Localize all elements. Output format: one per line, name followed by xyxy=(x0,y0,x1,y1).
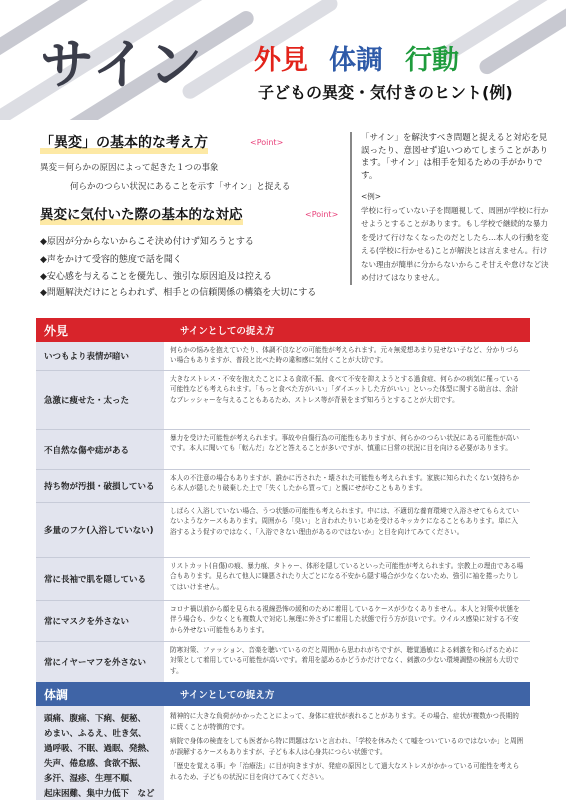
table-row xyxy=(36,558,530,601)
row-text: 暴力を受けた可能性が考えられます。事故や自傷行為の可能性もありますが、何らかのつらい状況にある可能性が高いです。本人に聞いても「転んだ」などと答えることが多いですが、慎重に日常の状況に目を向ける必要があります。 xyxy=(164,430,530,469)
row-text: 何らかの悩みを抱えていたり、体調不良などの可能性が考えられます。元々無愛想あまり見せない子など、分かりづらい場合もありますが、普段と比べた時の違和感に気付くことが大切です。 xyxy=(164,342,530,370)
basics-point-badge: <Point> xyxy=(250,138,284,147)
side-note xyxy=(350,132,551,285)
basics-heading: 「異変」の基本的な考え方 xyxy=(40,132,208,152)
basics-line-1: 異変＝何らかの原因によって起きた１つの事象 xyxy=(40,163,219,173)
row-label: 不自然な傷や痣がある xyxy=(36,430,164,469)
header-interpretation: サインとしての捉え方 xyxy=(180,690,275,701)
keyword-appearance: 外見 xyxy=(254,45,308,76)
row-label: 持ち物が汚損・破損している xyxy=(36,470,164,502)
condition-paragraph: 「歴史を覚える事」や「治療法」に目が向きますが、発症の原因として過大なストレスがかかっている可能性を考えられるため、子どもの状況に目を向けてみてください。 xyxy=(170,762,520,781)
response-bullet: ◆原因が分からないからこそ決め付けず知ろうとする xyxy=(40,237,254,247)
row-label: 常にイヤーマフを外さない xyxy=(36,642,164,682)
symptom-line: めまい、ふるえ、吐き気、 xyxy=(44,729,147,739)
table-row xyxy=(36,642,530,683)
symptom-list xyxy=(36,706,164,800)
response-bullet: ◆安心感を与えることを優先し、強引な原因追及は控える xyxy=(40,272,272,282)
row-text: 防寒対策、ファッション、音楽を聴いているのだと周囲から思われがちですが、聴覚過敏による刺激を和らげるために対策として着用している可能性が高いです。着用を認めるかどうかだけでなく、刺激の少ない環境調整の検討も大切です。 xyxy=(164,642,530,682)
example-text: 学校に行っていない子を問題視して、周囲が学校に行かせようとすることがあります。もし学校で継続的な暴力を受けて行けなくなったのだとしたら…本人の行動を変える(学校に行かせる)ことが解決とは言えません。行けない理由が簡単に分からないからこそ甘えや怠けなど決め付けてはなりません。 xyxy=(361,205,549,282)
table-row xyxy=(36,371,530,430)
condition-paragraph: 精神的に大きな負荷がかかったことによって、身体に症状が表れることがあります。その場合、症状が複数かつ長期的に続くことが特徴的です。 xyxy=(170,712,519,731)
table-row xyxy=(36,342,530,371)
page-title: サイン xyxy=(40,33,205,96)
row-label: 多量のフケ(入浴していない) xyxy=(36,503,164,557)
table-row xyxy=(36,430,530,470)
row-label: いつもより表情が暗い xyxy=(36,342,164,370)
table-header xyxy=(36,682,530,706)
condition-paragraph: 病院で身体の検査をしても医者から特に問題はないと言われ、「学校を休みたくて嘘をついているのではないか」と周囲が誤解するケースもありますが、子ども本人は心身共につらい状態です。 xyxy=(170,737,524,756)
condition-table xyxy=(36,682,530,800)
side-note-text: 「サイン」を解決すべき問題と捉えると対応を見誤ったり、意図せず追いつめてしまうことがあります。「サイン」は相手を知るための手がかりです。 xyxy=(361,133,549,181)
example-label: <例> xyxy=(361,192,382,201)
symptom-line: 頭痛、腹痛、下痢、便秘、 xyxy=(44,714,147,724)
row-text: コロナ禍以前から顔を見られる視線恐怖の緩和のために着用しているケースが少なくありません。本人と対策や状態を伴う場合も、少なくとも複数人で対応し無理に外さずに着用した状態で行う方が良いです。ウイルス感染に対する不安から外せない可能性もあります。 xyxy=(164,601,530,641)
response-bullet: ◆声をかけて受容的態度で話を聞く xyxy=(40,255,182,265)
table-row xyxy=(36,706,530,800)
table-row xyxy=(36,470,530,503)
symptom-line: 起床困難、集中力低下 など xyxy=(44,789,155,799)
basics-line-2: 何らかのつらい状況にあることを示す「サイン」と捉える xyxy=(70,182,291,192)
header-category: 外見 xyxy=(44,323,69,338)
keyword-behavior: 行動 xyxy=(405,45,459,76)
header-interpretation: サインとしての捉え方 xyxy=(180,326,275,337)
condition-text xyxy=(164,706,530,800)
response-heading: 異変に気付いた際の基本的な対応 xyxy=(40,207,243,223)
row-label: 常にマスクを外さない xyxy=(36,601,164,641)
response-bullet: ◆問題解決だけにとらわれず、相手との信頼関係の構築を大切にする xyxy=(40,288,317,298)
row-text: しばらく入浴していない場合、うつ状態の可能性も考えられます。中には、不適切な養育環境で入浴させてもらえていないようなケースもあります。周囲から「臭い」と言われたりいじめを受けるキッカケになることもあります。単に入浴するよう促すのではなく、「入浴できない理由があるのではないか」と目を向けてみてください。 xyxy=(164,503,530,557)
symptom-line: 多汗、湿疹、生理不順、 xyxy=(44,774,138,784)
table-row xyxy=(36,601,530,642)
keyword-condition: 体調 xyxy=(329,45,383,76)
row-text: リストカット(自傷)の痕、暴力痕、タトゥー、体形を隠しているといった可能性が考えられます。宗教上の理由である場合もあります。見られて他人に嫌悪されたり大ごとになる不安から隠す場合が少なくないため、強引に袖を捲ったりしてはいけません。 xyxy=(164,558,530,600)
row-label: 急激に痩せた・太った xyxy=(36,371,164,429)
row-label: 常に長袖で肌を隠している xyxy=(36,558,164,600)
symptom-line: 失声、倦怠感、食欲不振、 xyxy=(44,759,147,769)
table-row xyxy=(36,503,530,558)
symptom-line: 過呼吸、不眠、過眠、発熱、 xyxy=(44,744,155,754)
header-category: 体調 xyxy=(44,687,69,702)
table-header xyxy=(36,318,530,342)
row-text: 本人の不注意の場合もありますが、誰かに汚された・壊された可能性も考えられます。家族に知られたくない気持ちから本人が隠したり破棄した上で「失くしたから買って」と親にせがむこともあります。 xyxy=(164,470,530,502)
row-text: 大きなストレス・不安を抱えたことによる食欲不振、食べて不安を抑えようとする過食症、何らかの病気に罹っている可能性なども考えられます。「もっと食べた方がいい」「ダイエットした方がいい」といった体型に関する助言は、余計なプレッシャーを与えることもあるため、ストレス等が背景をまず知ろうとすることが大切です。 xyxy=(164,371,530,429)
page-subtitle: 子どもの異変・気付きのヒント(例) xyxy=(258,83,513,102)
response-point-badge: <Point> xyxy=(305,210,339,219)
appearance-table xyxy=(36,318,530,683)
